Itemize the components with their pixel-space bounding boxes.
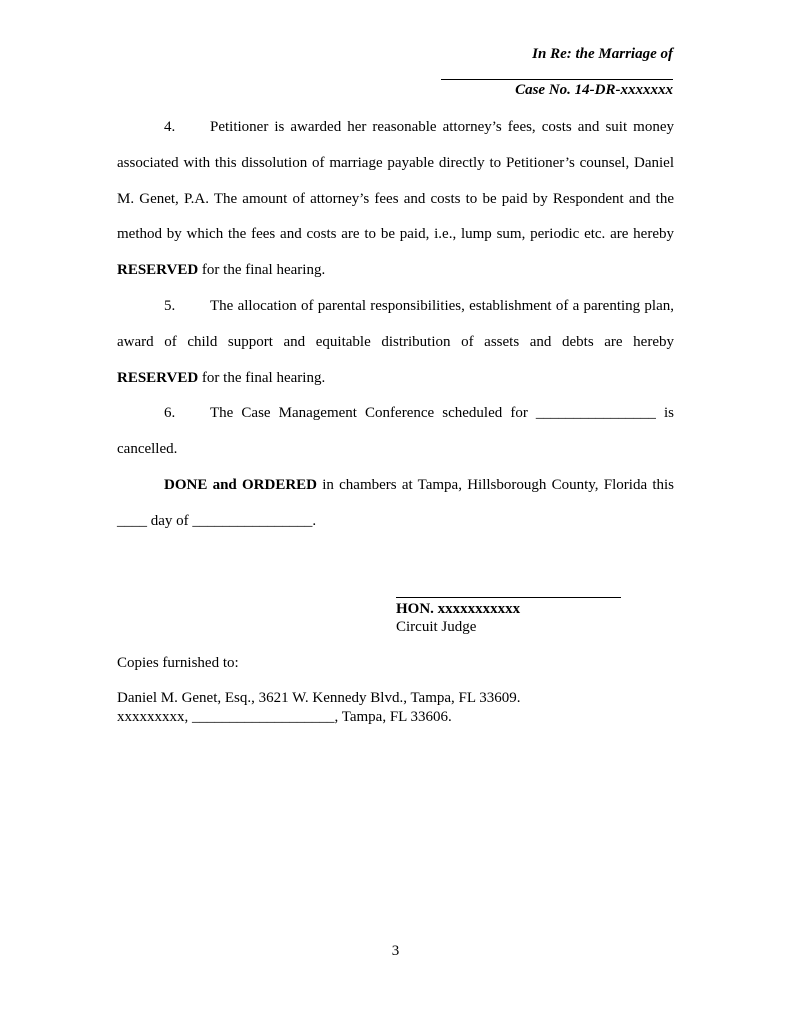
paragraph-text: The Case Management Conference scheduled for ________________ is cancelled. [117,405,674,458]
copy-recipient: Daniel M. Genet, Esq., 3621 W. Kennedy Blvd., Tampa, FL 33609. [117,690,521,706]
signature-line [396,597,621,598]
paragraph-text: Petitioner is awarded her reasonable attorney’s fees, costs and suit money associated with this dissolution of marriage payable directly to Petitioner’s counsel, Daniel M. Genet, P.A. The amount of attorney’s fees and costs to be paid by Respondent and the method by which the fees and costs are to be paid, i.e., lump sum, periodic etc. are hereby [117,119,674,243]
paragraph-number: 4. [164,119,176,135]
done-and-ordered [117,468,674,540]
signature-block [396,600,520,636]
paragraph-text: for the final hearing. [198,369,326,386]
page-number: 3 [391,943,400,959]
case-number: Case No. 14-DR-xxxxxxx [515,82,673,98]
paragraph-text: The allocation of parental responsibilities, establishment of a parenting plan, award of child support and equitable distribution of assets and debts are hereby [117,297,674,350]
done-ordered-emphasis: DONE and ORDERED [164,476,317,493]
paragraph-5 [117,289,674,396]
copies-heading: Copies furnished to: [117,655,239,671]
paragraph-number: 6. [164,405,176,422]
case-caption: In Re: the Marriage of [532,46,673,62]
reserved-emphasis: RESERVED [117,369,199,386]
paragraph-6 [117,396,674,468]
paragraph-text: in chambers at Tampa, Hillsborough County, Florida this ____ day of ________________. [117,476,674,529]
judge-title: Circuit Judge [396,619,477,635]
judge-name: HON. xxxxxxxxxxx [396,601,521,617]
copies-list [117,689,521,727]
caption-rule [441,79,673,80]
reserved-emphasis: RESERVED [117,262,199,279]
order-body [117,110,674,540]
paragraph-4 [117,110,674,289]
paragraph-text: for the final hearing. [198,262,326,279]
copy-recipient: xxxxxxxxx, ___________________, Tampa, FL 33606. [117,709,452,725]
paragraph-number: 5. [164,297,176,314]
